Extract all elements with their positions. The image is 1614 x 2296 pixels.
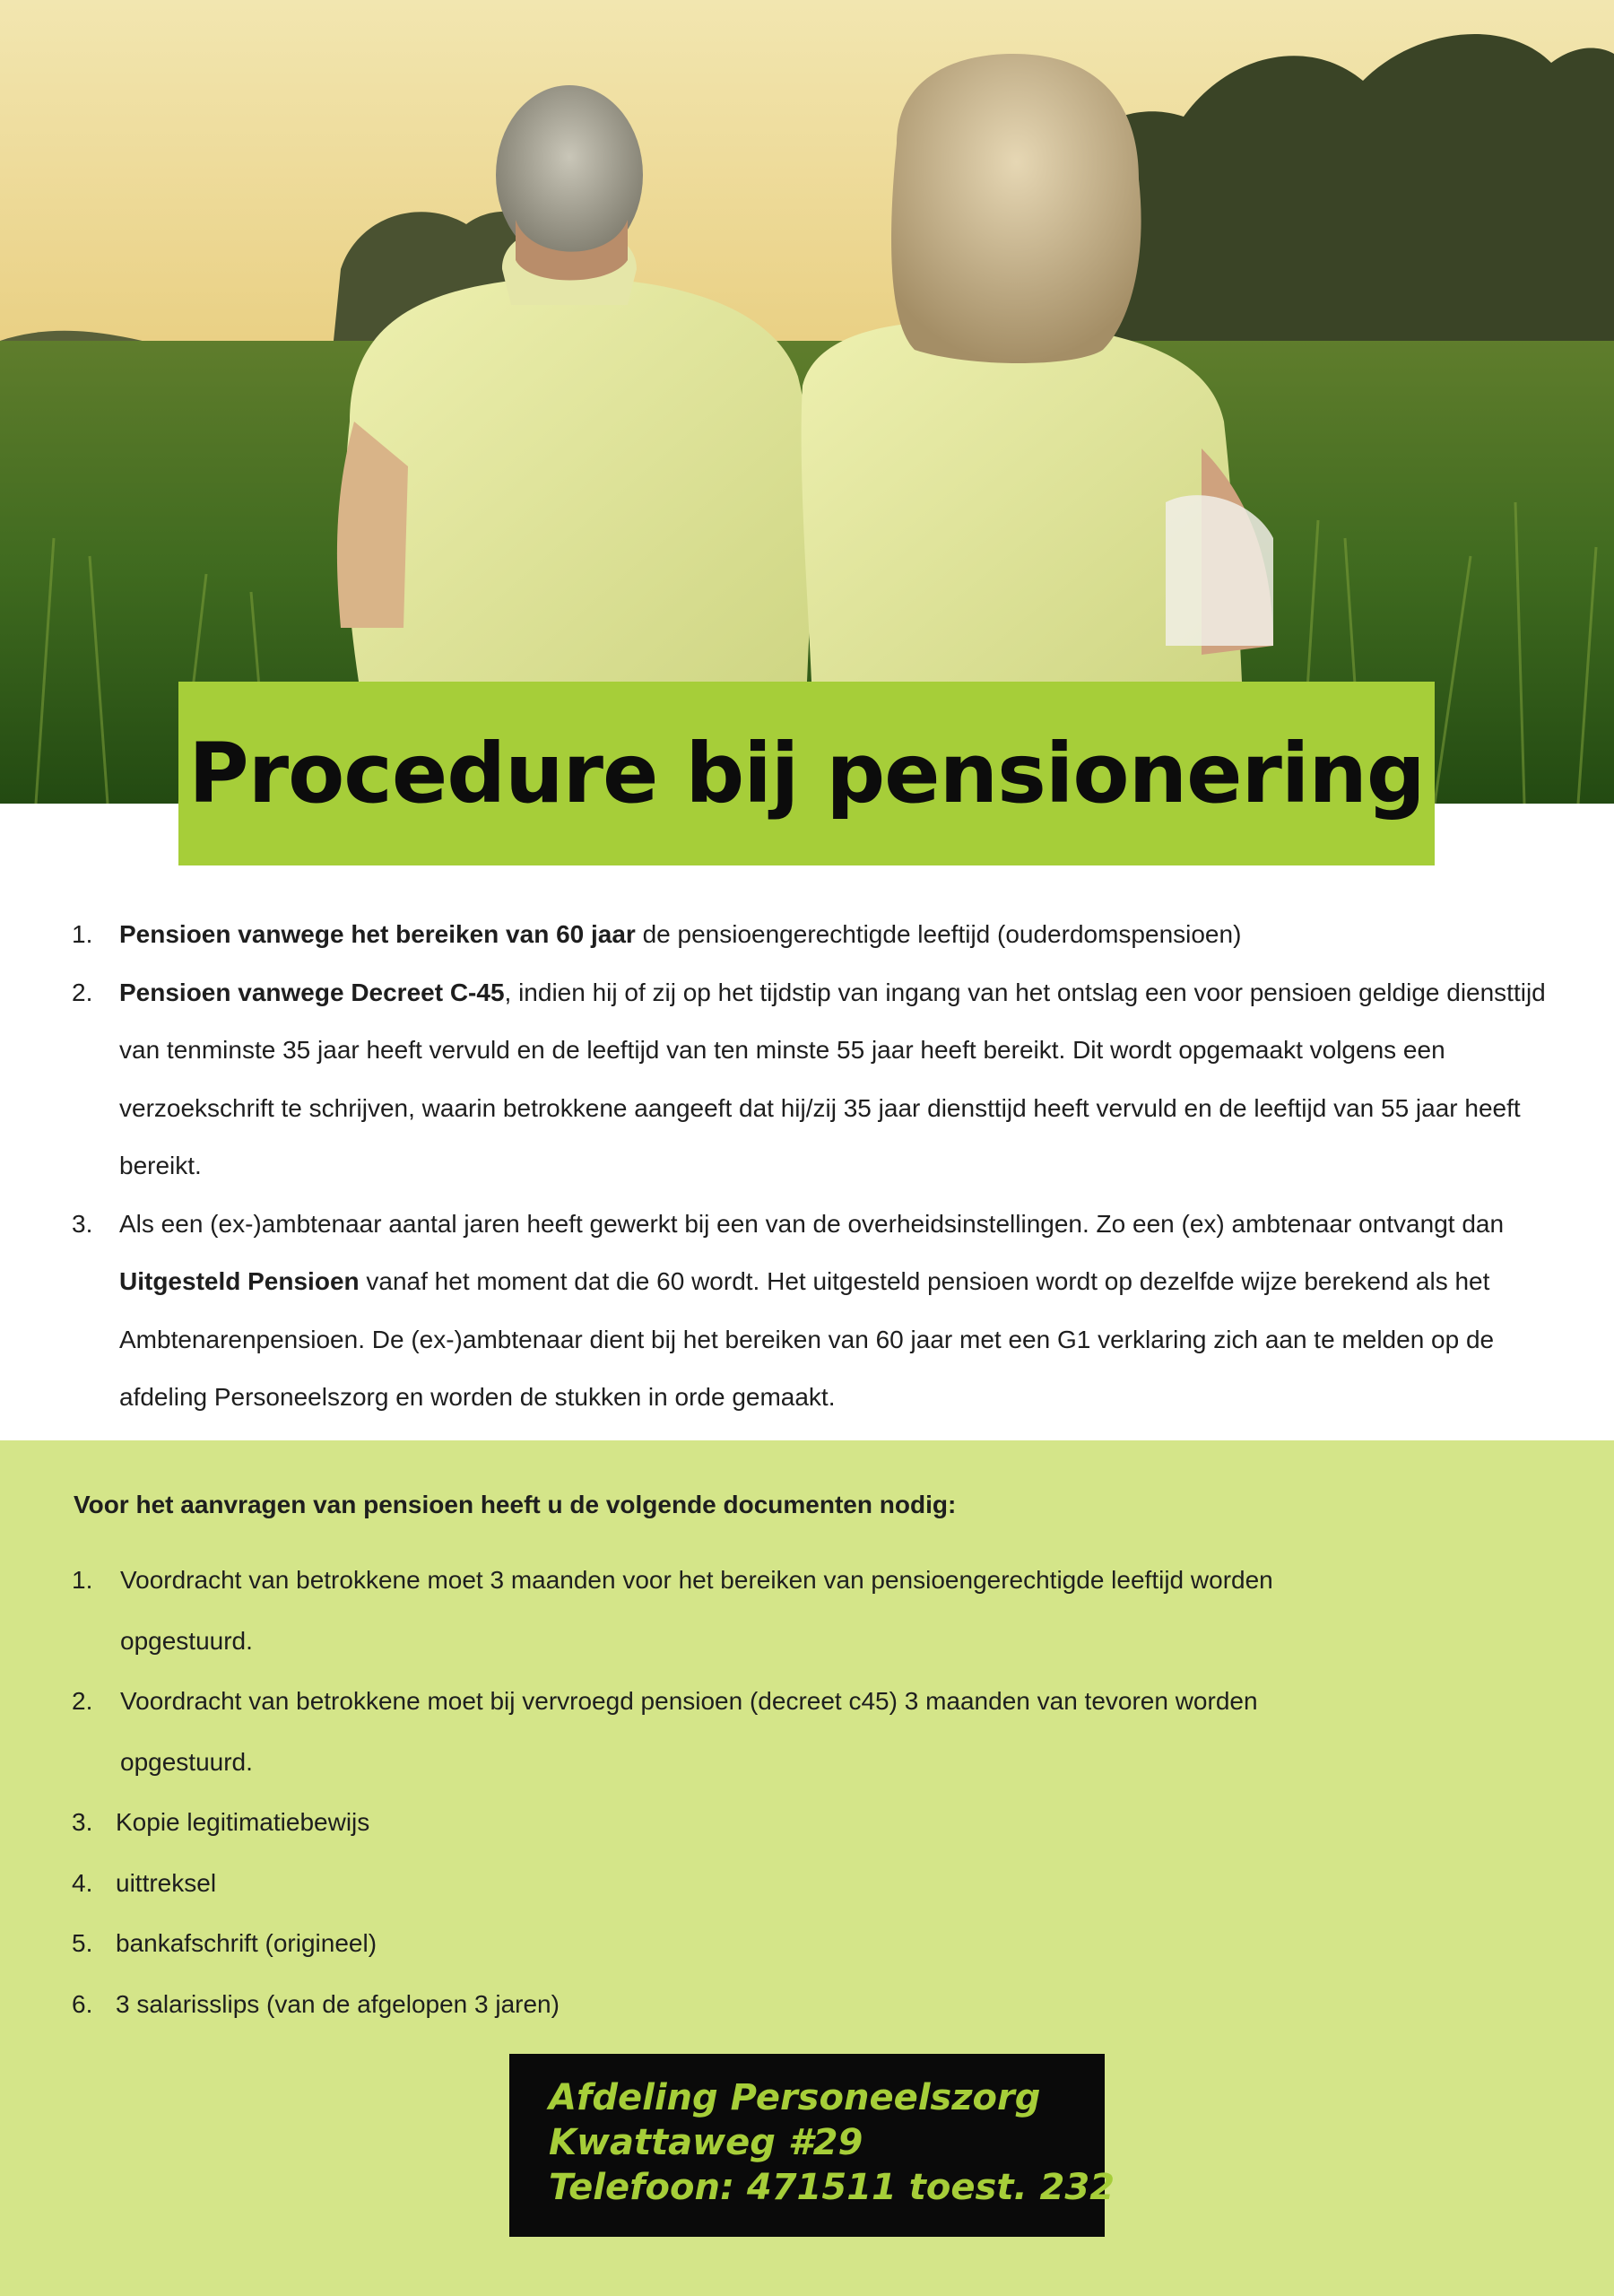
contact-address: Kwattaweg #29 xyxy=(549,2122,863,2163)
list-number: 1. xyxy=(72,1566,93,1594)
title-banner xyxy=(178,682,1435,865)
contact-phone: Telefoon: 471511 toest. 232 xyxy=(549,2167,1115,2208)
list-number: 1. xyxy=(72,920,93,948)
item-bold-text: Uitgesteld Pensioen xyxy=(119,1267,360,1295)
item-text: 3 salarisslips (van de afgelopen 3 jaren) xyxy=(116,1989,560,2018)
list-item xyxy=(72,1671,1327,1792)
list-item xyxy=(72,1792,1327,1853)
item-bold-text: Pensioen vanwege Decreet C-45 xyxy=(119,978,505,1006)
list-number: 2. xyxy=(72,1687,93,1715)
item-text: uittreksel xyxy=(116,1868,217,1897)
page-title: Procedure bij pensionering xyxy=(188,726,1425,822)
item-text: , indien hij of zij op het tijdstip van ingang van het ontslag een voor pensioen geldige diensttijd van tenminste 35 jaar heeft vervuld en de leeftijd van ten minste 55 jaar heeft bereikt. Dit wordt opgemaakt volgens een verzoekschrift te schrijven, waarin betrokkene aangeeft dat hij/zij 35 jaar diensttijd heeft vervuld en de leeftijd van 55 jaar heeft bereikt. xyxy=(119,978,1546,1179)
contact-box xyxy=(509,2054,1115,2237)
item-text: vanaf het moment dat die 60 wordt. Het uitgesteld pensioen wordt op dezelfde wijze berekend als het Ambtenarenpensioen. De (ex-)ambtenaar dient bij het bereiken van 60 jaar met een G1 verklaring zich aan te melden op de afdeling Personeelszorg en worden de stukken in orde gemaakt. xyxy=(119,1267,1495,1411)
list-item xyxy=(72,1550,1309,1671)
list-item xyxy=(72,1974,1327,2035)
item-bold-text: Pensioen vanwege het bereiken van 60 jaar xyxy=(119,920,636,948)
pension-types-list xyxy=(72,906,1560,1427)
list-item xyxy=(72,1853,1327,1914)
item-text: bankafschrift (origineel) xyxy=(116,1929,377,1957)
list-item xyxy=(72,906,1560,964)
documents-list xyxy=(72,1550,1327,2034)
list-number: 4. xyxy=(72,1868,93,1897)
item-text: Kopie legitimatiebewijs xyxy=(116,1808,370,1836)
list-number: 6. xyxy=(72,1989,93,2018)
documents-heading: Voor het aanvragen van pensioen heeft u de volgende documenten nodig: xyxy=(74,1491,957,1518)
item-text: Voordracht van betrokkene moet 3 maanden voor het bereiken van pensioengerechtigde leeftijd worden opgestuurd. xyxy=(120,1566,1273,1655)
list-number: 3. xyxy=(72,1808,93,1836)
list-number: 3. xyxy=(72,1209,93,1238)
item-text: de pensioengerechtigde leeftijd (ouderdomspensioen) xyxy=(635,920,1242,948)
list-number: 2. xyxy=(72,978,93,1006)
contact-department: Afdeling Personeelszorg xyxy=(549,2077,1041,2118)
item-text: Voordracht van betrokkene moet bij vervroegd pensioen (decreet c45) 3 maanden van tevoren worden opgestuurd. xyxy=(120,1687,1258,1776)
list-item xyxy=(72,964,1560,1196)
list-number: 5. xyxy=(72,1929,93,1957)
list-item xyxy=(72,1196,1560,1427)
item-text-pre: Als een (ex-)ambtenaar aantal jaren heeft gewerkt bij een van de overheidsinstellingen. Zo een (ex) ambtenaar ontvangt dan xyxy=(119,1209,1505,1238)
list-item xyxy=(72,1913,1327,1974)
